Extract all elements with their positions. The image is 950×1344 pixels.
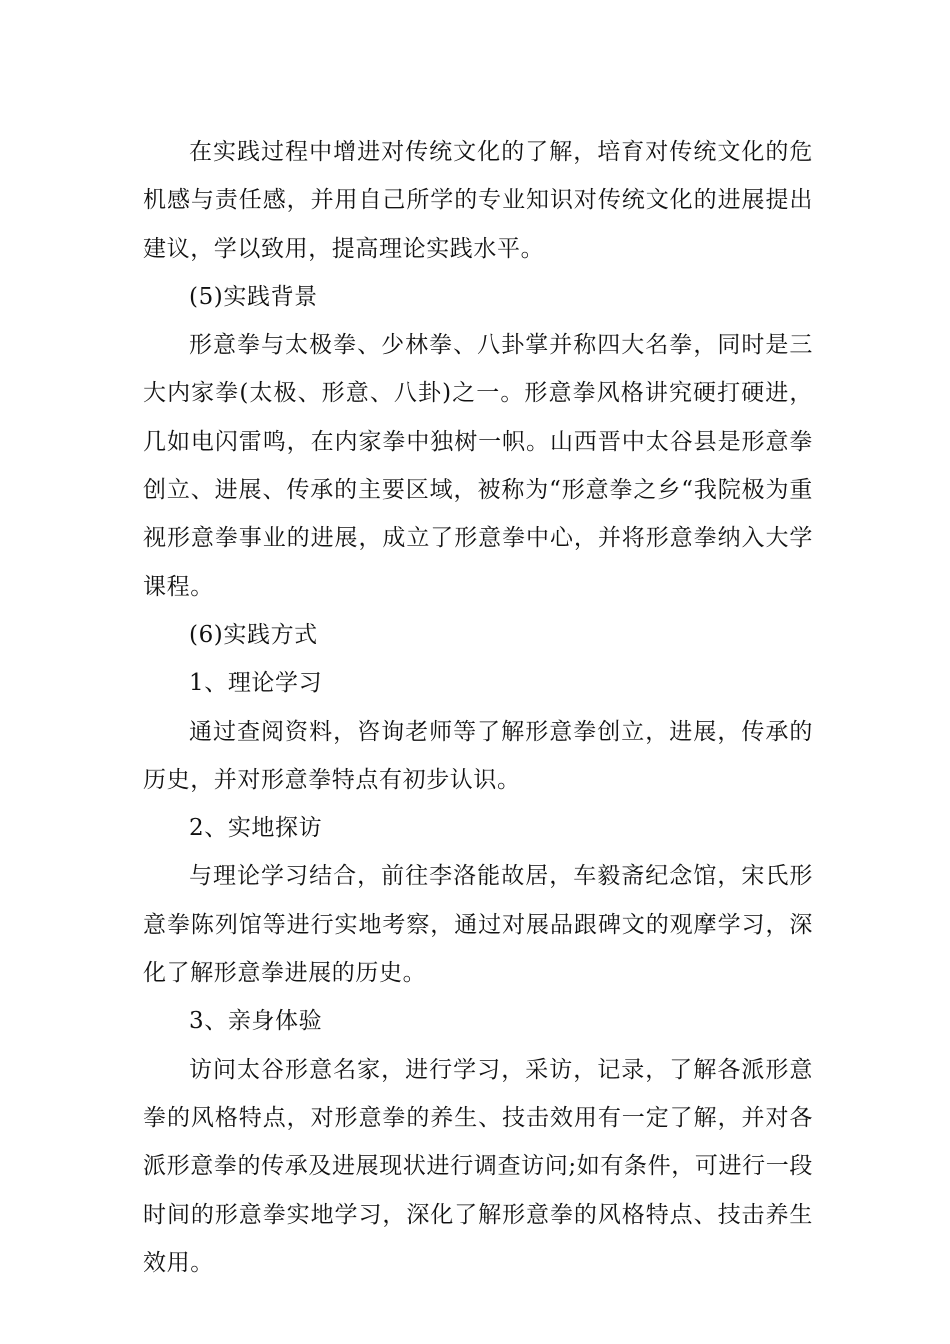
paragraph-theory-study: 通过查阅资料，咨询老师等了解形意拳创立，进展，传承的历史，并对形意拳特点有初步认识。 [143, 718, 813, 793]
paragraph-personal-experience: 访问太谷形意名家，进行学习，采访，记录，了解各派形意拳的风格特点，对形意拳的养生、技击效用有一定了解，并对各派形意拳的传承及进展现状进行调查访问;如有条件，可进行一段时间的形意拳实地学习，深化了解形意拳的风格特点、技击养生效用。 [143, 1056, 813, 1276]
subheading-theory-study: 1、理论学习 [189, 670, 323, 697]
subheading-personal-experience: 3、亲身体验 [189, 1008, 323, 1035]
heading-practice-method: (6)实践方式 [189, 621, 318, 648]
paragraph-background: 形意拳与太极拳、少林拳、八卦掌并称四大名拳，同时是三大内家拳(太极、形意、八卦)之一。形意拳风格讲究硬打硬进，几如电闪雷鸣，在内家拳中独树一帜。山西晋中太谷县是形意拳创立、进展、传承的主要区域，被称为“形意拳之乡“我院极为重视形意拳事业的进展，成立了形意拳中心，并将形意拳纳入大学课程。 [143, 332, 813, 600]
paragraph-purpose: 在实践过程中增进对传统文化的了解，培育对传统文化的危机感与责任感，并用自己所学的专业知识对传统文化的进展提出建议，学以致用，提高理论实践水平。 [143, 139, 813, 262]
document-body [143, 128, 813, 1287]
subheading-field-visit: 2、实地探访 [189, 815, 323, 842]
heading-practice-background: (5)实践背景 [189, 283, 318, 310]
paragraph-field-visit: 与理论学习结合，前往李洛能故居，车毅斋纪念馆，宋氏形意拳陈列馆等进行实地考察，通过对展品跟碑文的观摩学习，深化了解形意拳进展的历史。 [143, 863, 813, 987]
